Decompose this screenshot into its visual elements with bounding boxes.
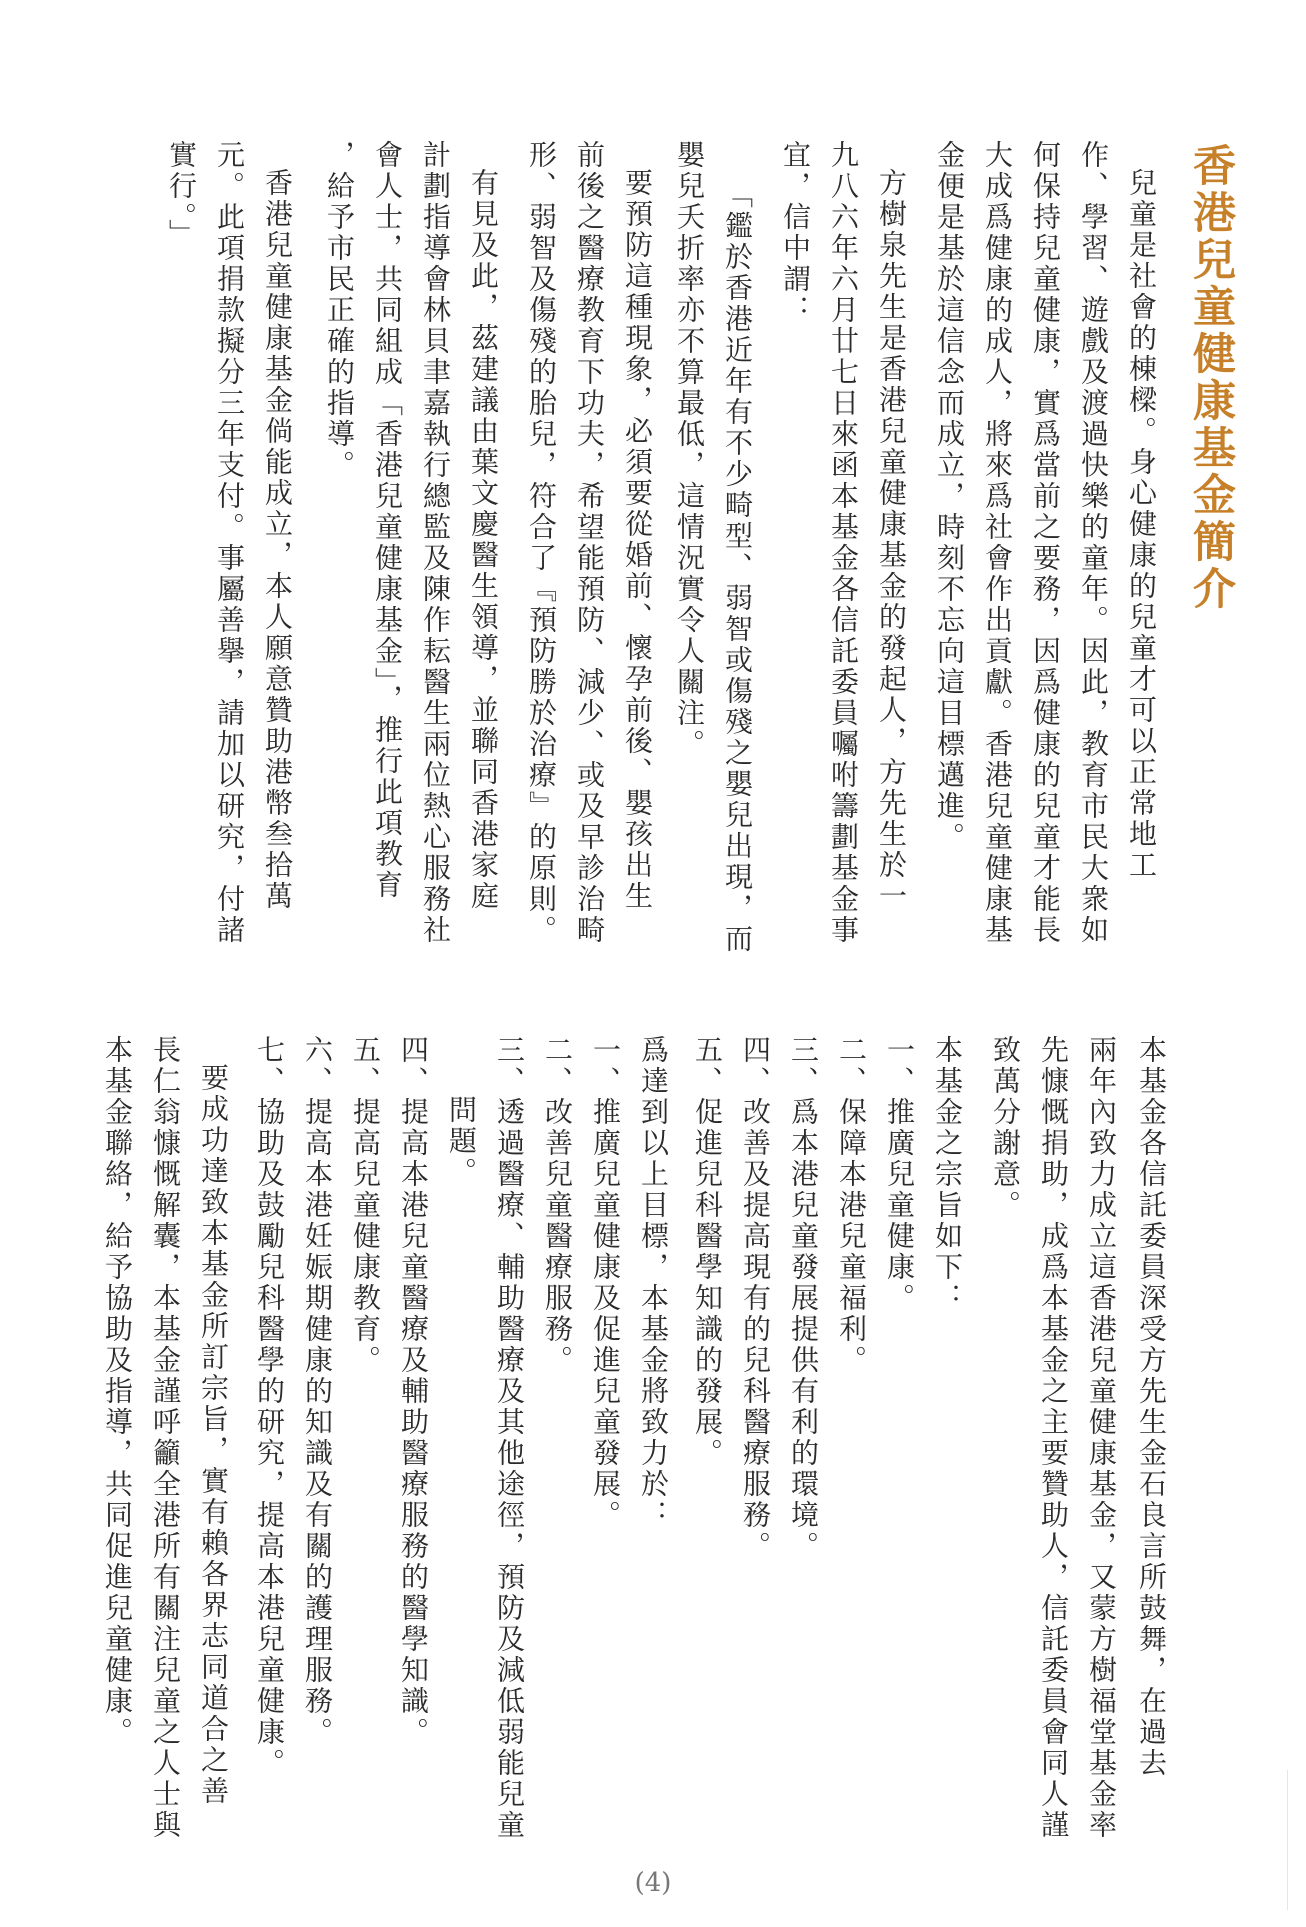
quote-line: 前後之醫療教育下功夫，希望能預防、減少、或及早診治畸	[573, 140, 606, 946]
closing-paragraph-line: 本基金聯絡，給予協助及指導，共同促進兒童健康。	[101, 1035, 134, 1748]
aims-heading: 本基金之宗旨如下：	[931, 1035, 964, 1314]
bottom-paragraph-line: 兩年內致力成立這香港兒童健康基金，又蒙方樹福堂基金率	[1085, 1035, 1118, 1841]
quote-line: 形、弱智及傷殘的胎兒，符合了『預防勝於治療』的原則。	[525, 140, 558, 946]
quote-line: 「鑑於香港近年有不少畸型、弱智或傷殘之嬰兒出現，而	[721, 180, 754, 955]
quote-line: 香港兒童健康基金倘能成立，本人願意贊助港幣叁拾萬	[261, 168, 294, 912]
quote-line: 元。此項捐款擬分三年支付。事屬善擧，請加以研究，付諸	[213, 140, 246, 946]
page-title: 香港兒童健康基金簡介	[1186, 143, 1236, 613]
closing-paragraph-line: 長仁翁慷慨解囊，本基金謹呼籲全港所有關注兒童之人士與	[149, 1035, 182, 1841]
objectives-heading: 爲達到以上目標，本基金將致力於：	[637, 1035, 670, 1531]
objective-item: 五、提高兒童健康教育。	[349, 1035, 382, 1376]
top-paragraph-line: 方樹泉先生是香港兒童健康基金的發起人，方先生於一	[875, 168, 908, 912]
quote-line: 要預防這種現象，必須要從婚前、懷孕前後、嬰孩出生	[621, 168, 654, 912]
aim-item: 四、改善及提高現有的兒科醫療服務。	[739, 1035, 772, 1562]
objective-item: 一、推廣兒童健康及促進兒童發展。	[589, 1035, 622, 1531]
quote-line: 計劃指導會林貝聿嘉執行總監及陳作耘醫生兩位熱心服務社	[419, 140, 452, 946]
top-paragraph-line: 兒童是社會的棟樑。身心健康的兒童才可以正常地工	[1125, 168, 1158, 881]
objective-item: 四、提高本港兒童醫療及輔助醫療服務的醫學知識。	[397, 1035, 430, 1748]
top-paragraph-line: 九八六年六月廿七日來函本基金各信託委員囑咐籌劃基金事	[827, 140, 860, 946]
objective-item: 六、提高本港妊娠期健康的知識及有關的護理服務。	[301, 1035, 334, 1748]
quote-line: 實行。」	[165, 140, 198, 250]
top-paragraph-line: 大成爲健康的成人，將來爲社會作出貢獻。香港兒童健康基	[981, 140, 1014, 946]
top-paragraph-line: 作、學習、遊戲及渡過快樂的童年。因此，教育市民大衆如	[1077, 140, 1110, 946]
quote-line: ，給予市民正確的指導。	[323, 140, 356, 481]
quote-line: 會人士，共同組成「香港兒童健康基金」，推行此項教育	[371, 140, 404, 901]
bottom-paragraph-line: 先慷慨捐助，成爲本基金之主要贊助人，信託委員會同人謹	[1037, 1035, 1070, 1841]
top-paragraph-line: 何保持兒童健康，實爲當前之要務，因爲健康的兒童才能長	[1029, 140, 1062, 946]
closing-paragraph-line: 要成功達致本基金所訂宗旨，實有賴各界志同道合之善	[197, 1063, 230, 1807]
quote-line: 有見及此，茲建議由葉文慶醫生領導，並聯同香港家庭	[467, 168, 500, 912]
top-paragraph-line: 宜，信中謂：	[779, 140, 812, 326]
aim-item: 一、推廣兒童健康。	[883, 1035, 916, 1314]
top-paragraph-line: 金便是基於這信念而成立，時刻不忘向這目標邁進。	[933, 140, 966, 853]
objective-item-continued: 問題。	[445, 1095, 478, 1188]
bottom-paragraph-line: 本基金各信託委員深受方先生金石良言所鼓舞，在過去	[1135, 1035, 1168, 1779]
page-number: (4)	[634, 1868, 672, 1898]
objective-item: 七、協助及鼓勵兒科醫學的研究，提高本港兒童健康。	[253, 1035, 286, 1779]
scan-edge-line	[1287, 1770, 1288, 1910]
objective-item: 二、改善兒童醫療服務。	[541, 1035, 574, 1376]
bottom-paragraph-line: 致萬分謝意。	[989, 1035, 1022, 1221]
aim-item: 二、保障本港兒童福利。	[835, 1035, 868, 1376]
quote-line: 嬰兒夭折率亦不算最低，這情況實令人關注。	[673, 140, 706, 760]
aim-item: 五、促進兒科醫學知識的發展。	[691, 1035, 724, 1469]
objective-item: 三、透過醫療、輔助醫療及其他途徑，預防及減低弱能兒童	[493, 1035, 526, 1841]
aim-item: 三、爲本港兒童發展提供有利的環境。	[787, 1035, 820, 1562]
